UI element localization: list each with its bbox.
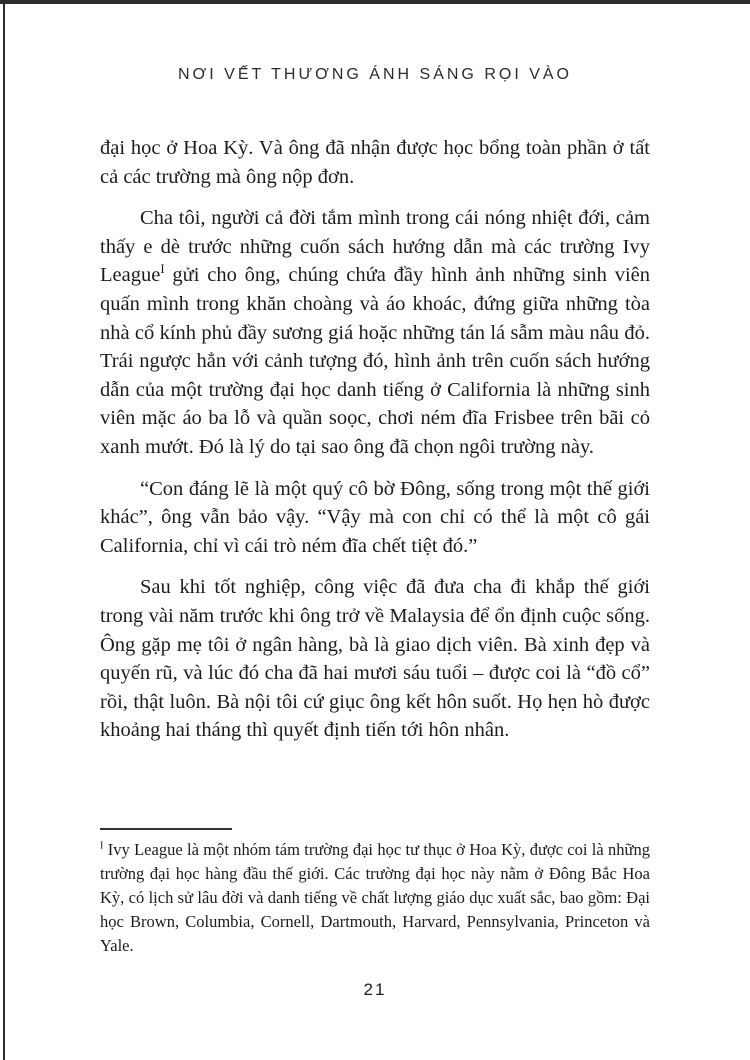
running-header-title: NƠI VẾT THƯƠNG ÁNH SÁNG RỌI VÀO	[178, 66, 572, 83]
footnote-body: Ivy League là một nhóm tám trường đại học tư thục ở Hoa Kỳ, được coi là những trường đại học hàng đầu thế giới. Các trường đại học này nằm ở Đông Bắc Hoa Kỳ, có lịch sử lâu đời và danh tiếng về chất lượng giáo dục xuất sắc, bao gồm: Đại học Brown, Columbia, Cornell, Dartmouth, Harvard, Pennsylvania, Princeton và Yale.	[100, 840, 650, 955]
footnote-marker: I	[100, 840, 104, 852]
paragraph-father-brochures	[100, 204, 650, 461]
paragraph-continuation: đại học ở Hoa Kỳ. Và ông đã nhận được học bổng toàn phần ở tất cả các trường mà ông nộp đơn.	[100, 137, 650, 188]
footnote-text	[100, 838, 650, 958]
footnote-reference-marker: I	[160, 262, 165, 277]
paragraph-after-graduation: Sau khi tốt nghiệp, công việc đã đưa cha đi khắp thế giới trong vài năm trước khi ông trở về Malaysia để ổn định cuộc sống. Ông gặp mẹ tôi ở ngân hàng, bà là giao dịch viên. Bà xinh đẹp và quyến rũ, và lúc đó cha đã hai mươi sáu tuổi – được coi là “đồ cổ” rồi, thật luôn. Bà nội tôi cứ giục ông kết hôn suốt. Họ hẹn hò được khoảng hai tháng thì quyết định tiến tới hôn nhân.	[100, 576, 650, 742]
page-top-border	[0, 0, 750, 4]
page-left-border	[3, 0, 5, 1060]
paragraph-text-before-footnote-ref: Cha tôi, người cả đời tắm mình trong cái nóng nhiệt đới, cảm thấy e dè trước những cuốn sách hướng dẫn mà các trường Ivy League	[100, 207, 650, 287]
paragraph-text-after-footnote-ref: gửi cho ông, chúng chứa đầy hình ảnh những sinh viên quấn mình trong khăn choàng và áo khoác, đứng giữa những tòa nhà cổ kính phủ đầy sương giá hoặc những tán lá sẫm màu nâu đỏ. Trái ngược hẳn với cảnh tượng đó, hình ảnh trên cuốn sách hướng dẫn của một trường đại học danh tiếng ở California là những sinh viên mặc áo ba lỗ và quần soọc, chơi ném đĩa Frisbee trên bãi cỏ xanh mướt. Đó là lý do tại sao ông đã chọn ngôi trường này.	[100, 264, 650, 458]
paragraph-quote-east-coast: “Con đáng lẽ là một quý cô bờ Đông, sống trong một thế giới khác”, ông vẫn bảo vậy. “Vậy mà con chỉ có thể là một cô gái California, chỉ vì cái trò ném đĩa chết tiệt đó.”	[100, 477, 650, 557]
body-text-block	[100, 134, 650, 758]
footnote-section	[100, 828, 650, 958]
page-number: 21	[363, 980, 387, 999]
footnote-divider-rule	[100, 828, 232, 830]
